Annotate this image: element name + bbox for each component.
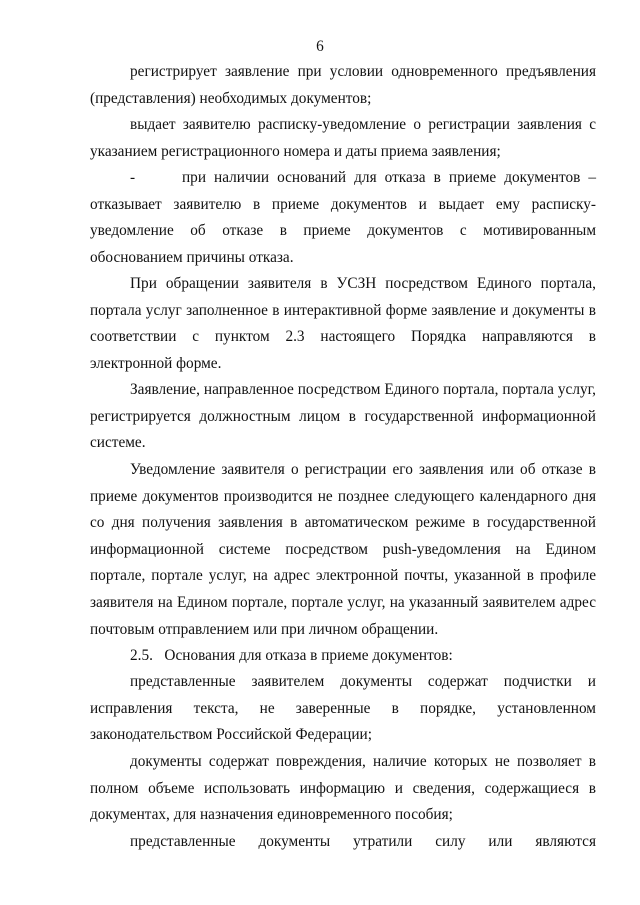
text-line: электронной форме. [90,354,222,372]
text-line: (представления) необходимых документов; [90,89,372,107]
text-line: со дня получения заявления в автоматическом режиме в государственной [90,514,596,532]
text-line: регистрируется должностным лицом в государственной информационной [90,407,596,425]
text-line: уведомление об отказе в приеме документов с мотивированным [90,222,596,240]
text-line: системе. [90,434,146,452]
paragraph-portal-registration [90,377,596,457]
text-line: представленные документы утратили силу или являются [130,833,596,850]
paragraph-damage [90,749,596,829]
paragraph-notification [90,457,596,643]
text-line: исправления текста, не заверенные в порядке, установленном [90,699,596,717]
text-line: почтовым отправлением или при личном обращении. [90,620,439,638]
text-line: обоснованием причины отказа. [90,248,294,266]
paragraph-registers-application [90,59,596,112]
text-line: законодательством Российской Федерации; [90,726,372,744]
paragraph-refusal-grounds [90,165,596,271]
text-line: отказывает заявителю в приеме документов и выдает ему расписку- [90,195,596,213]
text-line: регистрирует заявление при условии одновременного предъявления [130,63,596,80]
text-line: 2.5. Основания для отказа в приеме документов: [130,647,453,664]
text-line: выдает заявителю расписку-уведомление о регистрации заявления с [130,116,596,133]
text-line: полном объеме использовать информацию и сведения, содержащиеся в [90,779,596,797]
text-line: заявителя на Едином портале, портале услуг, на указанный заявителем адрес [90,593,596,611]
text-line: представленные заявителем документы содержат подчистки и [130,673,596,690]
text-line: указанием регистрационного номера и даты приема заявления; [90,142,501,160]
page-number: 6 [316,38,324,55]
text-line: портале, портале услуг, на адрес электронной почты, указанной в профиле [90,567,596,585]
text-line: При обращении заявителя в УСЗН посредством Единого портала, [130,275,596,292]
text-line: документы содержат повреждения, наличие которых не позволяет в [130,753,596,770]
text-line: Заявление, направленное посредством Единого портала, портала услуг, [130,381,596,398]
list-dash: - [130,169,136,186]
text-line: приеме документов производится не позднее следующего календарного дня [90,487,596,505]
text-line: документах, для назначения единовременного пособия; [90,806,453,824]
paragraph-erasures [90,669,596,749]
section-heading-2-5 [90,643,596,670]
paragraph-portal-submission [90,271,596,377]
text-line: соответствии с пунктом 2.3 настоящего Порядка направляются в [90,328,596,346]
text-line: Уведомление заявителя о регистрации его заявления или об отказе в [130,461,596,478]
text-line: портала услуг заполненное в интерактивной форме заявление и документы в [90,301,596,319]
paragraph-issues-receipt [90,112,596,165]
paragraph-expired-documents [90,829,596,856]
text-line [90,165,596,192]
text-line: информационной системе посредством push-уведомления на Едином [90,540,596,558]
text-line-content: при наличии оснований для отказа в приеме документов – [182,169,596,186]
